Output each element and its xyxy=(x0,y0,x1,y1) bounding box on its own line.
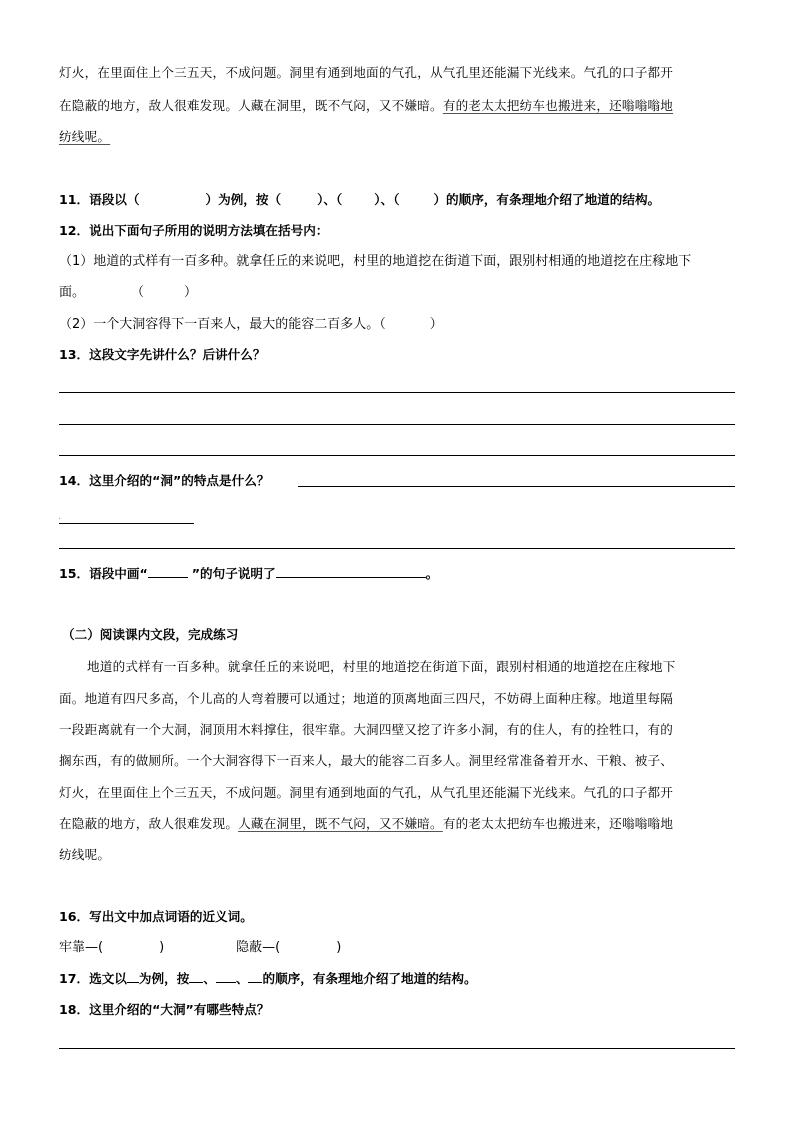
passage-line: 灯火，在里面住上个三五天，不成问题。洞里有通到地面的气孔，从气孔里还能漏下光线来。气孔的口子都开 xyxy=(59,65,674,80)
passage-line xyxy=(59,815,673,833)
synonym-prompt-1: 牢靠—( xyxy=(59,940,104,955)
q16-paren: ) xyxy=(159,940,165,955)
question-12-item-1-cont xyxy=(59,284,197,302)
q12-paren: ） xyxy=(429,317,443,332)
answer-line[interactable] xyxy=(59,1048,735,1049)
q15-text: ”的句子说明了 xyxy=(191,566,276,581)
answer-blank[interactable] xyxy=(127,982,139,983)
answer-blank[interactable] xyxy=(189,982,203,983)
answer-blank[interactable] xyxy=(276,577,426,578)
q17-text: 为例，按 xyxy=(138,971,190,986)
question-14: 14．这里介绍的“洞”的特点是什么？ xyxy=(59,473,270,488)
passage-line: 纺线呢。 xyxy=(59,847,111,862)
q15-text: 。 xyxy=(425,566,439,581)
answer-line[interactable] xyxy=(59,392,735,393)
passage-line xyxy=(59,97,673,115)
underlined-sentence: 纺线呢。 xyxy=(59,129,111,144)
passage-line: 面。地道有四尺多高，个儿高的人弯着腰可以通过；地道的顶离地面三四尺，不妨碍上面种庄稼。地道里每隔 xyxy=(59,691,674,706)
question-15 xyxy=(59,565,438,583)
passage-line: 灯火，在里面住上个三五天，不成问题。洞里有通到地面的气孔，从气孔里还能漏下光线来。气孔的口子都开 xyxy=(59,785,674,800)
q11-text: ）的顺序，有条理地介绍了地道的结构。 xyxy=(433,192,661,207)
question-12-title: 12．说出下面句子所用的说明方法填在括号内： xyxy=(59,223,329,238)
q17-sep: 、 xyxy=(235,971,249,986)
answer-line[interactable] xyxy=(59,424,735,425)
answer-line[interactable] xyxy=(298,486,735,487)
q12-text: （2）一个大洞容得下一百来人，最大的能容二百多人。（ xyxy=(59,317,386,332)
underlined-sentence: 有的老太太把纺车也搬进来，还嗡嗡嗡地 xyxy=(442,98,674,113)
q17-sep: 、 xyxy=(203,971,216,986)
answer-line[interactable] xyxy=(59,523,194,524)
q11-text: ）、（ xyxy=(374,192,400,207)
question-12-item-2 xyxy=(59,316,443,334)
answer-line[interactable] xyxy=(59,548,735,549)
passage-line: 一段距离就有一个大洞，洞顶用木料撑住，很牢靠。大洞四壁又挖了许多小洞，有的住人，有的拴牲口，有的 xyxy=(59,722,674,737)
q11-text: 11．语段以（ xyxy=(59,192,140,207)
passage-line xyxy=(59,128,110,146)
passage-text: 有的老太太把纺车也搬进来，还嗡嗡嗡地 xyxy=(442,816,674,831)
passage-line: 地道的式样有一百多种。就拿任丘的来说吧，村里的地道挖在街道下面，跟别村相通的地道挖在庄稼地下 xyxy=(87,659,676,674)
answer-blank[interactable] xyxy=(148,577,188,578)
passage-text: 在隐蔽的地方，敌人很难发现。人藏在洞里，既不气闷，又不嫌暗。 xyxy=(59,98,443,113)
q17-text: 17．选文以 xyxy=(59,971,127,986)
q12-paren: （ xyxy=(131,285,145,300)
q12-text: 面。 xyxy=(59,285,86,300)
answer-blank[interactable] xyxy=(248,982,262,983)
answer-blank[interactable] xyxy=(216,982,236,983)
question-12-item-1: （1）地道的式样有一百多种。就拿任丘的来说吧，村里的地道挖在街道下面，跟别村相通的地道挖在庄稼地下 xyxy=(59,254,692,269)
q11-text: ）为例，按（ xyxy=(205,192,282,207)
q17-text: 的顺序，有条理地介绍了地道的结构。 xyxy=(262,971,477,986)
question-11 xyxy=(59,191,660,209)
q11-text: ）、（ xyxy=(317,192,343,207)
question-16: 16．写出文中加点词语的近义词。 xyxy=(59,909,253,924)
question-16-answers xyxy=(59,939,341,957)
synonym-prompt-2: 隐蔽—( xyxy=(236,940,281,955)
question-17 xyxy=(59,970,477,988)
mark-dot: · xyxy=(58,514,62,525)
q16-paren: ) xyxy=(336,940,342,955)
underlined-sentence: 人藏在洞里，既不气闷，又不嫌暗。 xyxy=(238,816,443,831)
section-title: （二）阅读课内文段，完成练习 xyxy=(62,627,239,642)
passage-text: 在隐蔽的地方，敌人很难发现。 xyxy=(59,816,239,831)
q15-text: 15．语段中画“ xyxy=(59,566,148,581)
answer-line[interactable] xyxy=(59,455,735,456)
question-18: 18．这里介绍的“大洞”有哪些特点？ xyxy=(59,1002,270,1017)
passage-line: 搁东西，有的做厕所。一个大洞容得下一百来人，最大的能容二百多人。洞里经常准备着开水、干粮、被子、 xyxy=(59,753,674,768)
q12-paren: ） xyxy=(184,285,198,300)
question-13: 13．这段文字先讲什么？后讲什么？ xyxy=(59,347,266,362)
